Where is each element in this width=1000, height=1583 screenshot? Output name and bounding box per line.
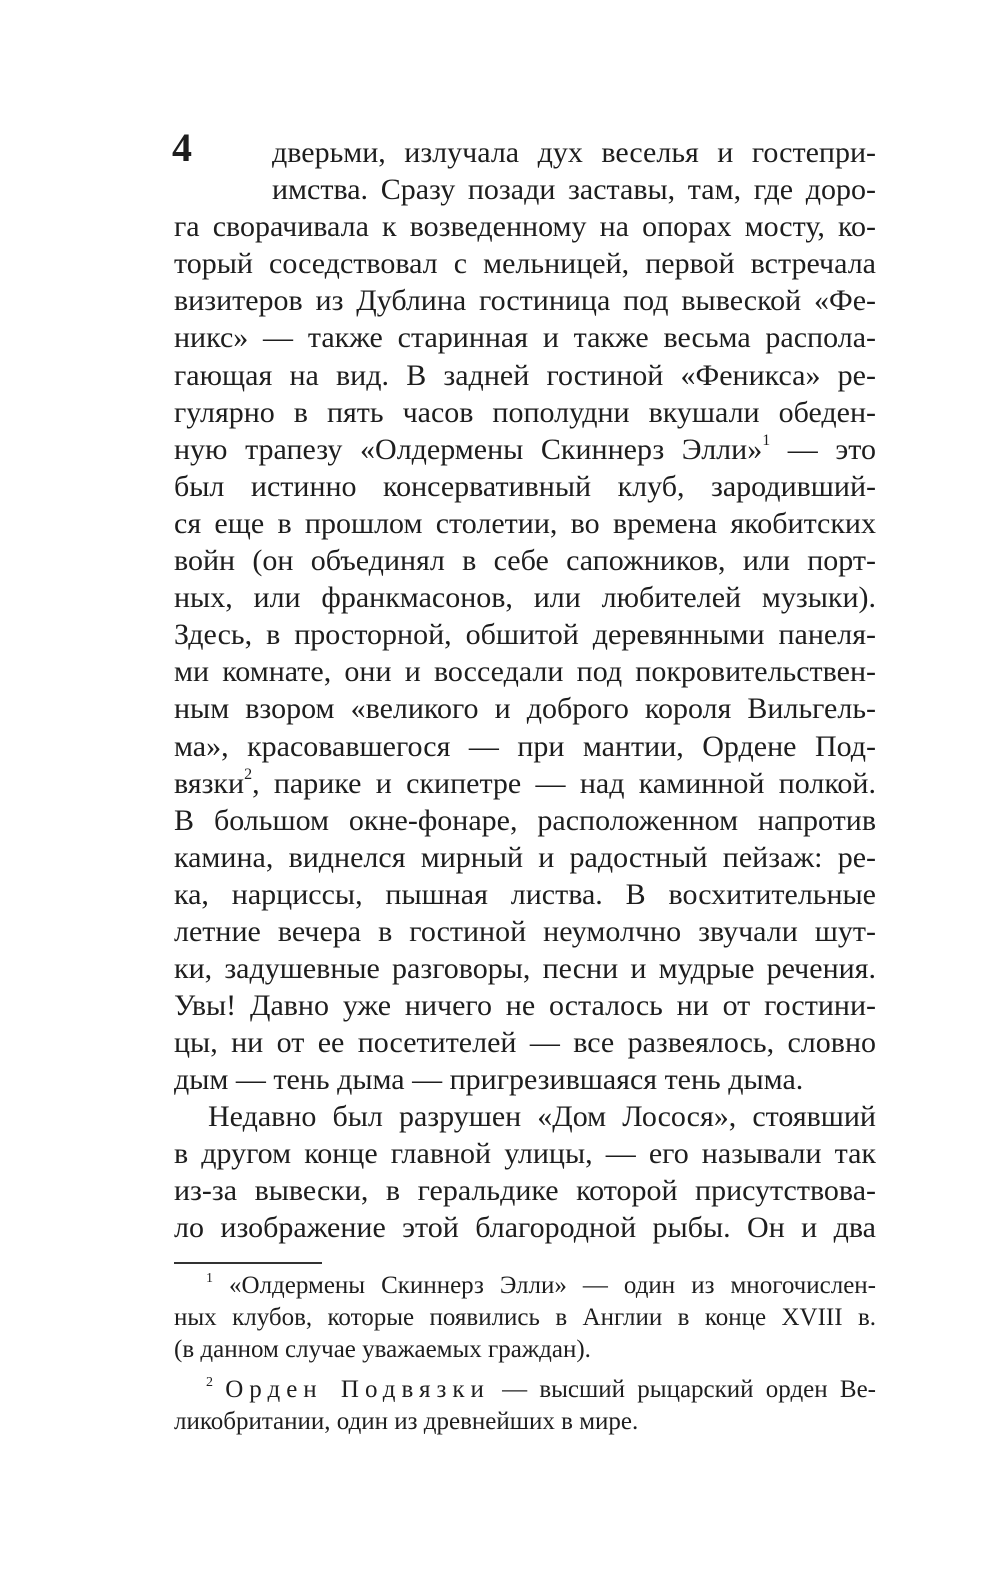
footnote-2-marker: 2 <box>206 1375 213 1390</box>
footnote-ref-1[interactable]: 1 <box>762 431 771 449</box>
text-segment: вязки <box>174 766 245 800</box>
text-line: гулярно в пять часов пополудни вкушали обеден- <box>174 395 876 429</box>
text-line: ся еще в прошлом столетии, во времена якобитских <box>174 506 876 540</box>
text-line: ми комнате, они и восседали под покровительствен- <box>174 655 876 689</box>
text-line-with-footnote-ref <box>174 431 876 468</box>
text-line: ных, или франкмасонов, или любителей музыки). <box>174 581 876 615</box>
paragraph-1 <box>174 134 876 1098</box>
footnote-ref-2[interactable]: 2 <box>244 765 253 783</box>
text-line: ма», красовавшегося — при мантии, Ордене Под- <box>174 729 876 763</box>
text-line: га сворачивала к возведенному на опорах мосту, ко- <box>174 210 876 244</box>
footnote-2-line <box>174 1374 876 1406</box>
text-line: в другом конце главной улицы, — его называли так <box>174 1137 876 1171</box>
text-segment: — это <box>770 432 876 466</box>
footnote-divider <box>174 1262 322 1264</box>
page-number: 4 <box>172 125 192 170</box>
text-line: гающая на вид. В задней гостиной «Феникса» ре- <box>174 358 876 392</box>
footnotes <box>174 1270 876 1438</box>
footnote-1-line: (в данном случае уважаемых граждан). <box>174 1336 591 1363</box>
paragraph-2 <box>174 1098 876 1246</box>
text-line: ным взором «великого и доброго короля Вильгель- <box>174 692 876 726</box>
text-segment: «Олдермены Скиннерз Элли» — один из многочислен- <box>229 1272 876 1299</box>
text-segment: ную трапезу «Олдермены Скиннерз Элли» <box>174 432 763 466</box>
text-line: ло изображение этой благородной рыбы. Он и два <box>174 1211 876 1245</box>
text-line: В большом окне-фонаре, расположенном напротив <box>174 803 876 837</box>
text-line: дверьми, излучала дух веселья и гостепри- <box>272 136 876 169</box>
text-line: никс» — также старинная и также весьма распола- <box>174 321 876 355</box>
text-line: камина, виднелся мирный и радостный пейзаж: ре- <box>174 840 876 874</box>
footnote-1-line: ных клубов, которые появились в Англии в конце XVIII в. <box>174 1304 876 1331</box>
text-line: войн (он объединял в себе сапожников, или порт- <box>174 544 876 578</box>
text-segment: , парике и скипетре — над каминной полкой. <box>252 766 876 800</box>
text-line: визитеров из Дублина гостиница под вывеской «Фе- <box>174 284 876 318</box>
text-segment: — высший рыцарский орден Ве- <box>489 1376 876 1403</box>
text-line: ки, задушевные разговоры, песни и мудрые речения. <box>174 952 876 986</box>
text-line: цы, ни от ее посетителей — все развеялось, словно <box>174 1026 876 1060</box>
text-line: имства. Сразу позади заставы, там, где доро- <box>272 173 876 207</box>
text-line: Недавно был разрушен «Дом Лосося», стоявший <box>208 1100 876 1133</box>
text-line-with-footnote-ref <box>174 765 876 802</box>
text-line: был истинно консервативный клуб, зародивший- <box>174 469 876 503</box>
text-line: дым — тень дыма — пригрезившаяся тень дыма. <box>174 1063 804 1097</box>
footnote-2-term: Орден Подвязки <box>225 1376 490 1403</box>
text-line: ка, нарциссы, пышная листва. В восхитительные <box>174 877 876 911</box>
text-line: летние вечера в гостиной неумолчно звучали шут- <box>174 914 876 948</box>
text-line: торый соседствовал с мельницей, первой встречала <box>174 247 876 281</box>
text-line: Увы! Давно уже ничего не осталось ни от гостини- <box>174 989 876 1023</box>
footnote-1-line <box>174 1270 876 1302</box>
footnote-1-marker: 1 <box>206 1271 213 1286</box>
footnote-2-line: ликобритании, один из древнейших в мире. <box>174 1408 639 1435</box>
text-line: из-за вывески, в геральдике которой присутствова- <box>174 1174 876 1208</box>
text-line: Здесь, в просторной, обшитой деревянными панеля- <box>174 618 876 652</box>
